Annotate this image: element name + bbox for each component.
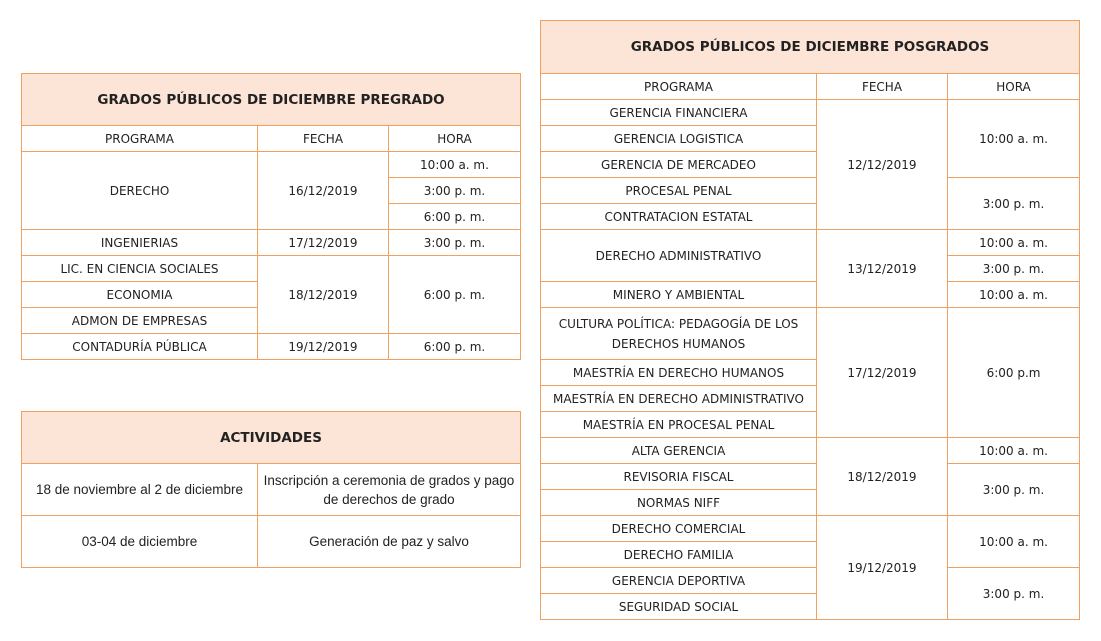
hora-cell: 3:00 p. m. [948, 178, 1080, 230]
posgrado-title: GRADOS PÚBLICOS DE DICIEMBRE POSGRADOS [541, 21, 1080, 74]
hora-cell: 3:00 p. m. [389, 178, 521, 204]
hora-cell: 6:00 p. m. [389, 204, 521, 230]
programa-cell: DERECHO FAMILIA [541, 542, 817, 568]
fecha-cell: 19/12/2019 [258, 334, 389, 360]
actividades-title: ACTIVIDADES [22, 412, 521, 464]
programa-cell: GERENCIA LOGISTICA [541, 126, 817, 152]
hora-cell: 10:00 a. m. [389, 152, 521, 178]
actividad-descripcion: Inscripción a ceremonia de grados y pago de derechos de grado [258, 464, 521, 516]
actividad-fecha: 18 de noviembre al 2 de diciembre [22, 464, 258, 516]
programa-cell: MAESTRÍA EN DERECHO ADMINISTRATIVO [541, 386, 817, 412]
programa-cell: GERENCIA DE MERCADEO [541, 152, 817, 178]
hora-cell: 10:00 a. m. [948, 100, 1080, 178]
programa-cell: NORMAS NIFF [541, 490, 817, 516]
column-header-fecha: FECHA [258, 126, 389, 152]
programa-cell: CULTURA POLÍTICA: PEDAGOGÍA DE LOS DERECHOS HUMANOS [541, 308, 817, 360]
programa-cell: LIC. EN CIENCIA SOCIALES [22, 256, 258, 282]
fecha-cell: 12/12/2019 [817, 100, 948, 230]
programa-cell: ECONOMIA [22, 282, 258, 308]
hora-cell: 6:00 p.m [948, 308, 1080, 438]
programa-cell: DERECHO ADMINISTRATIVO [541, 230, 817, 282]
programa-cell: DERECHO [22, 152, 258, 230]
column-header-hora: HORA [948, 74, 1080, 100]
hora-cell: 6:00 p. m. [389, 256, 521, 334]
programa-cell: GERENCIA FINANCIERA [541, 100, 817, 126]
column-header-programa: PROGRAMA [22, 126, 258, 152]
programa-cell: ALTA GERENCIA [541, 438, 817, 464]
hora-cell: 3:00 p. m. [389, 230, 521, 256]
fecha-cell: 18/12/2019 [258, 256, 389, 334]
fecha-cell: 17/12/2019 [258, 230, 389, 256]
fecha-cell: 18/12/2019 [817, 438, 948, 516]
hora-cell: 3:00 p. m. [948, 568, 1080, 620]
hora-cell: 10:00 a. m. [948, 230, 1080, 256]
fecha-cell: 16/12/2019 [258, 152, 389, 230]
fecha-cell: 17/12/2019 [817, 308, 948, 438]
actividad-descripcion: Generación de paz y salvo [258, 516, 521, 568]
programa-cell: MINERO Y AMBIENTAL [541, 282, 817, 308]
programa-cell: CONTADURÍA PÚBLICA [22, 334, 258, 360]
programa-cell: GERENCIA DEPORTIVA [541, 568, 817, 594]
column-header-hora: HORA [389, 126, 521, 152]
posgrado-table [540, 20, 1080, 620]
hora-cell: 10:00 a. m. [948, 438, 1080, 464]
hora-cell: 6:00 p. m. [389, 334, 521, 360]
column-header-programa: PROGRAMA [541, 74, 817, 100]
hora-cell: 3:00 p. m. [948, 464, 1080, 516]
programa-cell: ADMON DE EMPRESAS [22, 308, 258, 334]
programa-cell: CONTRATACION ESTATAL [541, 204, 817, 230]
programa-cell: SEGURIDAD SOCIAL [541, 594, 817, 620]
column-header-fecha: FECHA [817, 74, 948, 100]
programa-cell: PROCESAL PENAL [541, 178, 817, 204]
hora-cell: 10:00 a. m. [948, 282, 1080, 308]
pregrado-table [21, 73, 521, 360]
programa-cell: MAESTRÍA EN PROCESAL PENAL [541, 412, 817, 438]
fecha-cell: 13/12/2019 [817, 230, 948, 308]
programa-cell: DERECHO COMERCIAL [541, 516, 817, 542]
fecha-cell: 19/12/2019 [817, 516, 948, 620]
hora-cell: 3:00 p. m. [948, 256, 1080, 282]
actividad-fecha: 03-04 de diciembre [22, 516, 258, 568]
pregrado-title: GRADOS PÚBLICOS DE DICIEMBRE PREGRADO [22, 74, 521, 126]
programa-cell: MAESTRÍA EN DERECHO HUMANOS [541, 360, 817, 386]
programa-cell: REVISORIA FISCAL [541, 464, 817, 490]
programa-cell: INGENIERIAS [22, 230, 258, 256]
hora-cell: 10:00 a. m. [948, 516, 1080, 568]
actividades-table [21, 411, 521, 568]
